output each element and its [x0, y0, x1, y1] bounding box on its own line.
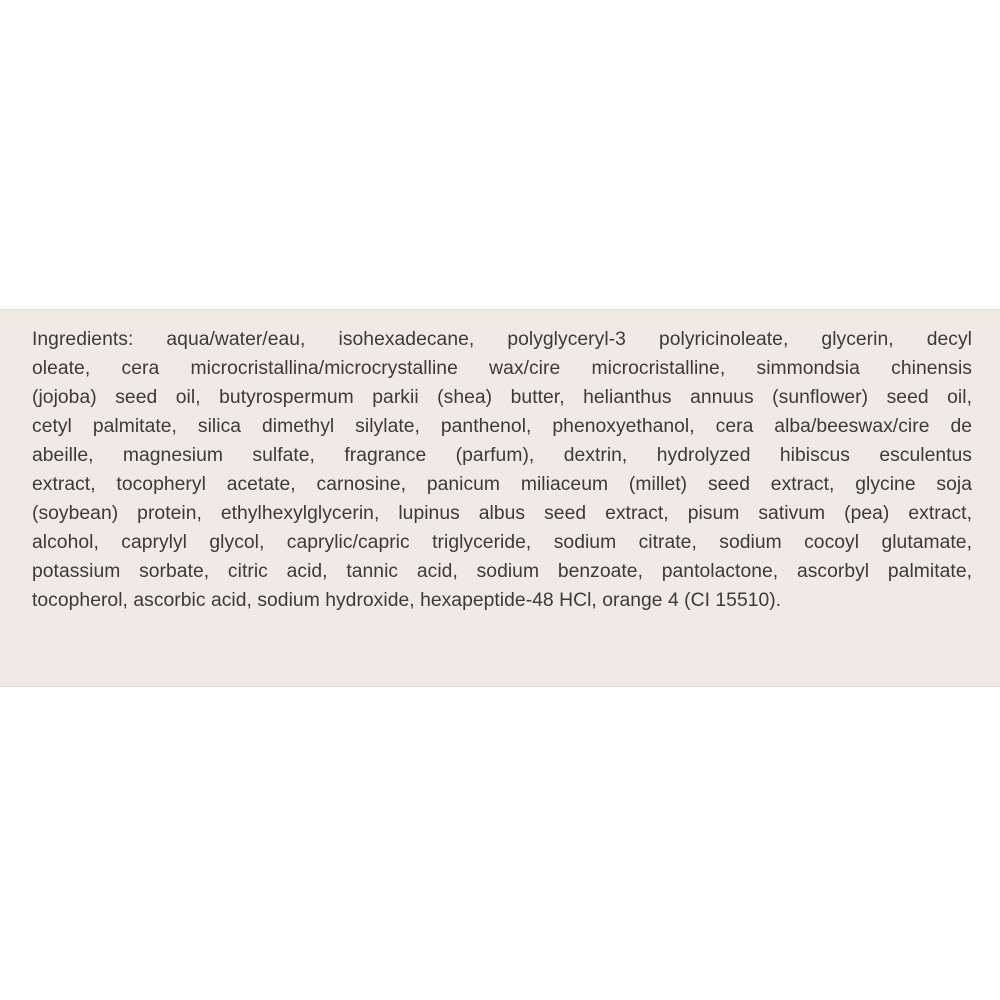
- ingredients-line: oleate, cera microcristallina/microcrystalline wax/cire microcristalline, simmondsia chinensis: [32, 358, 972, 379]
- ingredients-line: (soybean) protein, ethylhexylglycerin, lupinus albus seed extract, pisum sativum (pea) extract,: [32, 503, 972, 524]
- ingredients-text: [32, 325, 972, 615]
- ingredients-line: alcohol, caprylyl glycol, caprylic/capric triglyceride, sodium citrate, sodium cocoyl glutamate,: [32, 532, 972, 553]
- ingredients-line: Ingredients: aqua/water/eau, isohexadecane, polyglyceryl-3 polyricinoleate, glycerin, decyl: [32, 329, 972, 350]
- ingredients-line: tocopherol, ascorbic acid, sodium hydroxide, hexapeptide-48 HCl, orange 4 (CI 15510).: [32, 590, 782, 611]
- ingredients-line: (jojoba) seed oil, butyrospermum parkii (shea) butter, helianthus annuus (sunflower) seed oil,: [32, 387, 972, 408]
- ingredients-line: extract, tocopheryl acetate, carnosine, panicum miliaceum (millet) seed extract, glycine soja: [32, 474, 972, 495]
- ingredients-line: cetyl palmitate, silica dimethyl silylate, panthenol, phenoxyethanol, cera alba/beeswax/cire de: [32, 416, 972, 437]
- ingredients-line: potassium sorbate, citric acid, tannic acid, sodium benzoate, pantolactone, ascorbyl palmitate,: [32, 561, 972, 582]
- ingredients-line: abeille, magnesium sulfate, fragrance (parfum), dextrin, hydrolyzed hibiscus esculentus: [32, 445, 972, 466]
